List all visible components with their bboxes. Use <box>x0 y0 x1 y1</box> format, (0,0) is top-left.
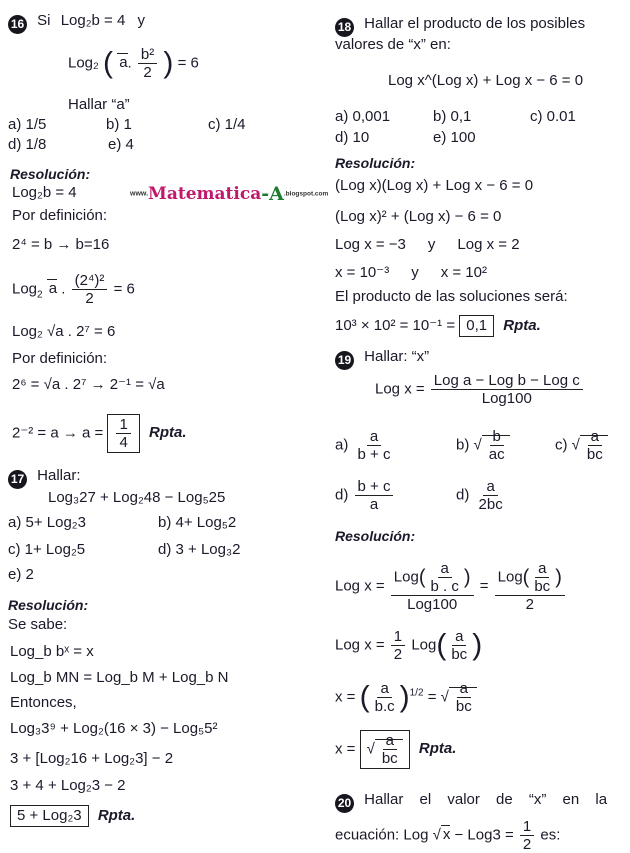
option-d: d) 10 <box>335 129 370 146</box>
question: Hallar el producto de los posibles <box>364 15 586 32</box>
step: Por definición: <box>12 350 108 367</box>
problem-19-header <box>335 348 429 370</box>
step: Log_b bˣ = x <box>10 643 94 660</box>
problem-16-header <box>8 12 145 34</box>
step: (Log x)(Log x) + Log x − 6 = 0 <box>335 177 534 194</box>
option-a: a) 5+ Log₂3 <box>8 514 86 531</box>
option-b: b) 0,1 <box>433 108 472 125</box>
numerator: (2⁴)² <box>72 272 108 290</box>
option-d: d) $\frac{b + c}{a}$ <box>335 478 395 513</box>
answer-line: x = √ $\frac{a}{bc}$ Rpta. <box>335 732 457 767</box>
step: Log x = −3 y Log x = 2 <box>335 236 520 253</box>
option-c: c) 0.01 <box>530 108 576 125</box>
resolution-label: Resolución: <box>8 597 89 613</box>
option-c: c) 1+ Log₂5 <box>8 541 86 558</box>
problem-number-badge: 19 <box>335 351 354 370</box>
option-a: a) $\frac{a}{b + c}$ <box>335 428 391 463</box>
text: Si <box>37 12 51 29</box>
option-c: c) √ $\frac{a}{bc}$ <box>555 428 608 463</box>
step: Entonces, <box>10 694 77 711</box>
step: Por definición: <box>12 207 108 224</box>
option-c: c) 1/4 <box>208 116 246 133</box>
step: Log x = $\frac{1}{2}$ Log( $\frac{a}{bc}$ ) <box>335 628 483 663</box>
condition-2: Log₂ ( a. $\frac{\text{b²}}{2}$ ) = 6 <box>68 46 199 81</box>
rpta-label: Rpta. <box>97 807 136 824</box>
step: 3 + 4 + Log₂3 − 2 <box>10 777 126 794</box>
answer-line <box>10 805 135 827</box>
step: 3 + [Log₂16 + Log₂3] − 2 <box>10 750 174 767</box>
option-e: e) 2 <box>8 566 34 583</box>
problem-number-badge: 17 <box>8 470 27 489</box>
expression: Log₃27 + Log₂48 − Log₅25 <box>48 489 226 506</box>
option-d: d) 1/8 <box>8 136 47 153</box>
step: Log x = Log( $\frac{a}{b . c}$ ) Log100 = Log( $\frac{a}{bc}$ ) 2 <box>335 560 567 613</box>
step: Se sabe: <box>8 616 68 633</box>
step: 2⁶ = √a . 2⁷ → 2⁻¹ = √a <box>12 376 165 393</box>
answer-line <box>12 414 186 453</box>
problem-number-badge: 20 <box>335 794 354 813</box>
step: El producto de las soluciones será: <box>335 288 568 305</box>
answer-box: 5 + Log₂3 <box>10 805 89 827</box>
problem-20-header <box>335 791 607 813</box>
log-text: Log₂ <box>68 54 99 72</box>
problem-number-badge: 16 <box>8 15 27 34</box>
answer-box: √ $\frac{a}{bc}$ <box>360 730 410 769</box>
step: 2⁻² = a → a = <box>12 424 104 442</box>
option-e: e) 100 <box>433 129 476 146</box>
condition-1: Log₂b = 4 <box>60 12 126 29</box>
resolution-label: Resolución: <box>10 166 91 182</box>
option-e: e) 4 <box>108 136 134 153</box>
step: 2⁴ = b → b=16 <box>12 236 110 253</box>
question: Hallar “a” <box>68 96 130 113</box>
option-d: d) 3 + Log₃2 <box>158 541 241 558</box>
fraction: $\frac{\text{b²}}{2}$ <box>138 46 157 81</box>
question: Hallar: <box>37 467 81 484</box>
question: Hallar: “x” <box>364 348 430 365</box>
answer-line <box>335 315 541 337</box>
question: valores de “x” en: <box>335 36 451 53</box>
step: Log₂ √a . 2⁷ = 6 <box>12 323 116 340</box>
step: (Log x)² + (Log x) − 6 = 0 <box>335 208 502 225</box>
step: Log₃3⁹ + Log₂(16 × 3) − Log₅5² <box>10 720 218 737</box>
problem-18-header <box>335 15 585 37</box>
step: Log_b MN = Log_b M + Log_b N <box>10 669 229 686</box>
option-b: b) 1 <box>106 116 132 133</box>
option-e: d) $\frac{a}{2bc}$ <box>456 478 503 513</box>
problem-17-header <box>8 467 81 489</box>
step: x = ( $\frac{a}{b.c}$ )$^{1/2}$ = √ $\frac{a}{bc}$ <box>335 680 477 715</box>
option-a: a) 1/5 <box>8 116 47 133</box>
step: 10³ × 10² = 10⁻¹ = <box>335 317 456 334</box>
option-b: b) √ $\frac{b}{ac}$ <box>456 428 510 463</box>
denominator: 2 <box>85 290 94 307</box>
answer-box: $\frac{1}{4}$ <box>107 414 139 453</box>
step: Log₂b = 4 <box>12 184 77 201</box>
rhs: = 6 <box>177 54 199 72</box>
answer-box: 0,1 <box>459 315 494 337</box>
step: x = 10⁻³ y x = 10² <box>335 264 487 281</box>
option-a: a) 0,001 <box>335 108 391 125</box>
rpta-label: Rpta. <box>148 424 187 442</box>
equation: Log x^(Log x) + Log x − 6 = 0 <box>388 72 584 89</box>
rpta-label: Rpta. <box>418 740 457 758</box>
rpta-label: Rpta. <box>503 317 541 334</box>
option-b: b) 4+ Log₅2 <box>158 514 237 531</box>
step-fraction: Log$_2$ a . $\frac{\text{(2⁴)²}}{2}$ = 6 <box>12 272 135 307</box>
equation: Log x = Log a − Log b − Log c Log100 <box>375 372 585 407</box>
problem-number-badge: 18 <box>335 18 354 37</box>
text: y <box>137 12 145 29</box>
resolution-label: Resolución: <box>335 155 416 171</box>
sqrt-a: a <box>119 54 128 72</box>
resolution-label: Resolución: <box>335 528 416 544</box>
question: Hallar el valor de “x” en la <box>364 791 608 808</box>
watermark-logo: www.Matematica-A.blogspot.com <box>130 183 329 205</box>
question: ecuación: Log √ x − Log3 = $\frac{1}{2}$ es: <box>335 818 561 853</box>
